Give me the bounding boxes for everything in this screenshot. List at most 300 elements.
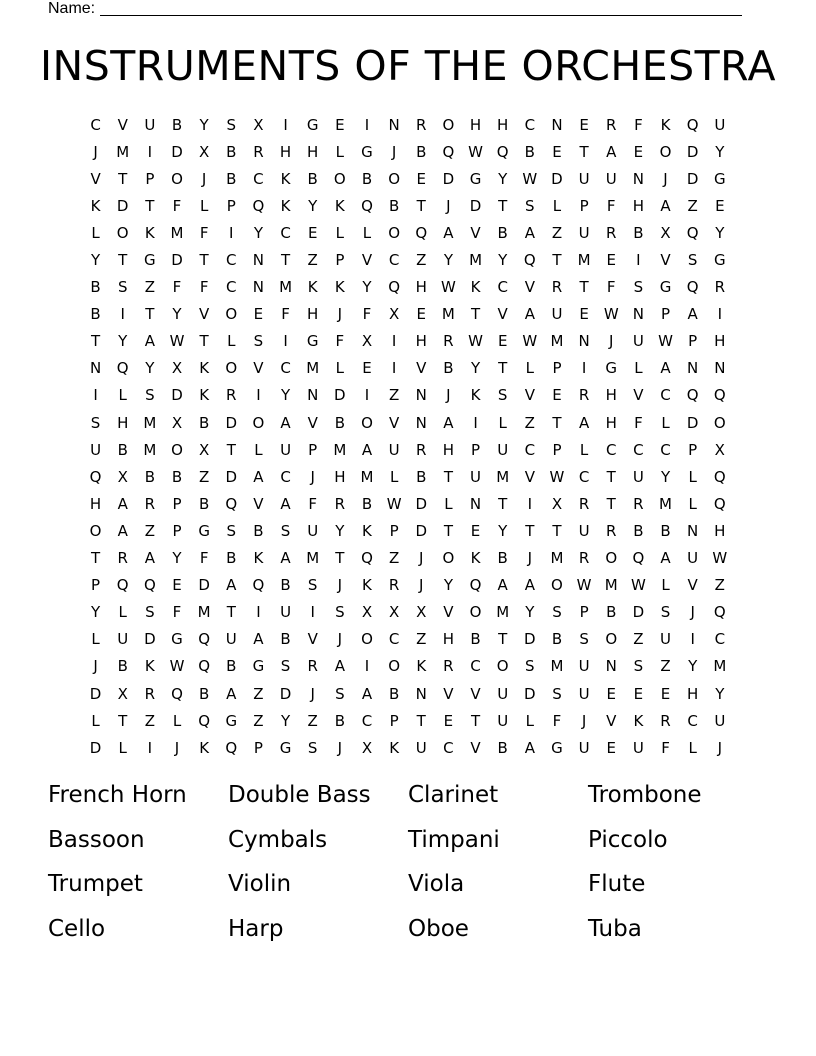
- grid-letter[interactable]: A: [497, 576, 508, 595]
- grid-letter[interactable]: K: [199, 386, 210, 405]
- grid-letter[interactable]: F: [634, 413, 643, 432]
- grid-letter[interactable]: D: [89, 684, 102, 703]
- grid-letter[interactable]: W: [169, 657, 185, 676]
- grid-letter[interactable]: G: [713, 169, 726, 188]
- grid-letter[interactable]: V: [443, 603, 454, 622]
- grid-letter[interactable]: L: [91, 223, 100, 242]
- grid-letter[interactable]: R: [117, 549, 128, 568]
- grid-letter[interactable]: M: [550, 332, 564, 351]
- grid-letter[interactable]: T: [443, 467, 453, 486]
- grid-letter[interactable]: M: [170, 223, 184, 242]
- grid-letter[interactable]: C: [470, 657, 481, 676]
- grid-letter[interactable]: U: [280, 603, 292, 622]
- grid-letter[interactable]: N: [632, 305, 644, 324]
- grid-letter[interactable]: X: [660, 223, 671, 242]
- grid-letter[interactable]: T: [579, 278, 589, 297]
- grid-letter[interactable]: S: [253, 332, 264, 351]
- grid-letter[interactable]: U: [470, 467, 482, 486]
- grid-letter[interactable]: T: [118, 169, 128, 188]
- grid-letter[interactable]: K: [470, 278, 481, 297]
- grid-letter[interactable]: Z: [660, 657, 671, 676]
- grid-letter[interactable]: V: [90, 169, 101, 188]
- grid-letter[interactable]: C: [524, 115, 536, 134]
- grid-letter[interactable]: R: [660, 711, 671, 730]
- grid-letter[interactable]: A: [226, 576, 237, 595]
- grid-letter[interactable]: Y: [172, 305, 182, 324]
- grid-letter[interactable]: A: [253, 467, 264, 486]
- grid-letter[interactable]: Y: [443, 251, 453, 270]
- grid-letter[interactable]: X: [714, 440, 725, 459]
- grid-letter[interactable]: E: [552, 386, 562, 405]
- grid-letter[interactable]: T: [498, 494, 508, 513]
- grid-letter[interactable]: C: [388, 630, 400, 649]
- grid-letter[interactable]: M: [577, 251, 591, 270]
- grid-letter[interactable]: Q: [116, 359, 129, 378]
- grid-letter[interactable]: Z: [714, 576, 725, 595]
- grid-letter[interactable]: N: [307, 386, 319, 405]
- grid-letter[interactable]: F: [199, 278, 209, 297]
- grid-letter[interactable]: H: [605, 386, 617, 405]
- grid-letter[interactable]: O: [605, 549, 618, 568]
- grid-letter[interactable]: X: [198, 440, 210, 459]
- grid-letter[interactable]: P: [661, 305, 671, 324]
- grid-letter[interactable]: G: [551, 738, 563, 757]
- grid-letter[interactable]: Q: [686, 386, 699, 405]
- grid-letter[interactable]: T: [416, 711, 426, 730]
- grid-letter[interactable]: M: [143, 440, 157, 459]
- grid-letter[interactable]: U: [578, 738, 590, 757]
- grid-letter[interactable]: C: [660, 386, 671, 405]
- grid-letter[interactable]: R: [443, 332, 454, 351]
- grid-letter[interactable]: B: [280, 576, 291, 595]
- grid-letter[interactable]: H: [307, 142, 319, 161]
- grid-letter[interactable]: F: [308, 494, 318, 513]
- grid-letter[interactable]: T: [579, 142, 589, 161]
- grid-letter[interactable]: J: [337, 738, 343, 757]
- grid-letter[interactable]: F: [172, 196, 182, 215]
- grid-letter[interactable]: Y: [280, 386, 291, 405]
- grid-letter[interactable]: L: [661, 413, 670, 432]
- grid-letter[interactable]: C: [633, 440, 644, 459]
- grid-letter[interactable]: B: [198, 413, 210, 432]
- grid-letter[interactable]: P: [579, 603, 589, 622]
- grid-letter[interactable]: N: [252, 278, 265, 297]
- grid-letter[interactable]: C: [443, 738, 454, 757]
- grid-letter[interactable]: K: [389, 738, 400, 757]
- grid-letter[interactable]: E: [579, 115, 589, 134]
- grid-letter[interactable]: H: [442, 440, 455, 459]
- grid-letter[interactable]: E: [579, 305, 589, 324]
- grid-letter[interactable]: X: [361, 738, 373, 757]
- grid-letter[interactable]: G: [469, 169, 482, 188]
- grid-letter[interactable]: Z: [388, 386, 400, 405]
- grid-letter[interactable]: E: [633, 142, 644, 161]
- grid-letter[interactable]: X: [551, 494, 563, 513]
- grid-letter[interactable]: A: [144, 549, 155, 568]
- grid-letter[interactable]: A: [524, 576, 535, 595]
- grid-letter[interactable]: D: [524, 630, 536, 649]
- grid-letter[interactable]: A: [660, 196, 671, 215]
- grid-letter[interactable]: E: [335, 115, 345, 134]
- grid-letter[interactable]: T: [226, 440, 236, 459]
- grid-letter[interactable]: F: [634, 115, 643, 134]
- grid-letter[interactable]: N: [578, 332, 590, 351]
- grid-letter[interactable]: U: [280, 440, 292, 459]
- grid-letter[interactable]: E: [443, 711, 454, 730]
- grid-letter[interactable]: W: [468, 142, 483, 161]
- grid-letter[interactable]: B: [144, 467, 155, 486]
- grid-letter[interactable]: M: [306, 359, 320, 378]
- grid-letter[interactable]: A: [334, 657, 345, 676]
- grid-letter[interactable]: J: [93, 657, 98, 676]
- grid-letter[interactable]: D: [551, 169, 563, 188]
- grid-letter[interactable]: B: [253, 521, 264, 540]
- grid-letter[interactable]: H: [415, 332, 427, 351]
- grid-letter[interactable]: B: [497, 223, 508, 242]
- grid-letter[interactable]: M: [116, 142, 130, 161]
- grid-letter[interactable]: H: [442, 630, 455, 649]
- grid-letter[interactable]: Q: [198, 630, 211, 649]
- grid-letter[interactable]: O: [89, 521, 102, 540]
- grid-letter[interactable]: H: [632, 196, 645, 215]
- grid-letter[interactable]: H: [307, 305, 319, 324]
- grid-letter[interactable]: H: [714, 332, 726, 351]
- grid-letter[interactable]: K: [362, 576, 372, 595]
- grid-letter[interactable]: B: [361, 169, 373, 188]
- grid-letter[interactable]: U: [497, 711, 509, 730]
- grid-letter[interactable]: K: [633, 711, 644, 730]
- grid-letter[interactable]: P: [389, 521, 399, 540]
- grid-letter[interactable]: Y: [280, 711, 291, 730]
- grid-letter[interactable]: H: [334, 467, 346, 486]
- grid-letter[interactable]: Q: [116, 576, 129, 595]
- grid-letter[interactable]: V: [307, 630, 318, 649]
- grid-letter[interactable]: L: [661, 576, 670, 595]
- grid-letter[interactable]: S: [280, 521, 291, 540]
- grid-letter[interactable]: W: [630, 576, 646, 595]
- grid-letter[interactable]: M: [143, 413, 157, 432]
- grid-letter[interactable]: P: [335, 251, 345, 270]
- grid-letter[interactable]: Z: [416, 251, 427, 270]
- grid-letter[interactable]: I: [93, 386, 98, 405]
- grid-letter[interactable]: B: [388, 684, 400, 703]
- grid-letter[interactable]: X: [117, 467, 128, 486]
- grid-letter[interactable]: C: [90, 115, 101, 134]
- grid-letter[interactable]: J: [310, 467, 315, 486]
- grid-letter[interactable]: K: [362, 521, 372, 540]
- grid-letter[interactable]: H: [687, 684, 699, 703]
- grid-letter[interactable]: T: [606, 494, 616, 513]
- grid-letter[interactable]: B: [524, 142, 535, 161]
- grid-letter[interactable]: Z: [416, 630, 427, 649]
- grid-letter[interactable]: J: [446, 386, 451, 405]
- grid-letter[interactable]: L: [688, 494, 697, 513]
- grid-letter[interactable]: M: [496, 467, 510, 486]
- grid-letter[interactable]: K: [199, 359, 210, 378]
- grid-letter[interactable]: A: [280, 413, 291, 432]
- grid-letter[interactable]: F: [199, 223, 209, 242]
- grid-letter[interactable]: A: [117, 494, 128, 513]
- grid-letter[interactable]: Q: [225, 738, 238, 757]
- grid-letter[interactable]: D: [225, 413, 238, 432]
- grid-letter[interactable]: D: [171, 386, 183, 405]
- grid-letter[interactable]: I: [147, 142, 153, 161]
- grid-letter[interactable]: T: [525, 521, 535, 540]
- grid-letter[interactable]: E: [606, 251, 616, 270]
- grid-letter[interactable]: T: [498, 630, 508, 649]
- grid-letter[interactable]: U: [388, 440, 400, 459]
- grid-letter[interactable]: P: [688, 332, 698, 351]
- grid-letter[interactable]: S: [280, 657, 291, 676]
- grid-letter[interactable]: E: [633, 684, 644, 703]
- grid-letter[interactable]: Z: [633, 630, 644, 649]
- grid-letter[interactable]: U: [307, 521, 319, 540]
- grid-letter[interactable]: N: [415, 386, 427, 405]
- grid-letter[interactable]: V: [443, 684, 454, 703]
- grid-letter[interactable]: Y: [145, 359, 155, 378]
- grid-letter[interactable]: E: [606, 738, 616, 757]
- grid-letter[interactable]: U: [497, 684, 509, 703]
- grid-letter[interactable]: G: [171, 630, 183, 649]
- grid-letter[interactable]: O: [388, 657, 401, 676]
- grid-letter[interactable]: G: [306, 115, 319, 134]
- grid-letter[interactable]: B: [633, 521, 644, 540]
- grid-letter[interactable]: Y: [688, 657, 698, 676]
- grid-letter[interactable]: P: [552, 440, 562, 459]
- grid-letter[interactable]: T: [118, 711, 128, 730]
- grid-letter[interactable]: L: [498, 413, 507, 432]
- grid-letter[interactable]: P: [172, 521, 182, 540]
- grid-letter[interactable]: J: [201, 169, 207, 188]
- grid-letter[interactable]: L: [335, 359, 345, 378]
- grid-letter[interactable]: H: [469, 115, 482, 134]
- grid-letter[interactable]: H: [714, 521, 726, 540]
- grid-letter[interactable]: C: [578, 467, 590, 486]
- grid-letter[interactable]: S: [307, 738, 318, 757]
- grid-letter[interactable]: I: [283, 332, 288, 351]
- grid-letter[interactable]: O: [551, 576, 563, 595]
- grid-letter[interactable]: X: [361, 603, 373, 622]
- grid-letter[interactable]: Z: [551, 223, 563, 242]
- grid-letter[interactable]: S: [226, 521, 237, 540]
- grid-letter[interactable]: G: [279, 738, 292, 757]
- grid-letter[interactable]: Q: [713, 494, 726, 513]
- name-field[interactable]: [48, 0, 742, 18]
- grid-letter[interactable]: S: [145, 603, 155, 622]
- grid-letter[interactable]: J: [337, 576, 343, 595]
- grid-letter[interactable]: B: [171, 115, 183, 134]
- grid-letter[interactable]: B: [226, 549, 237, 568]
- grid-letter[interactable]: P: [226, 196, 236, 215]
- grid-letter[interactable]: S: [579, 630, 589, 649]
- grid-letter[interactable]: B: [307, 169, 318, 188]
- grid-letter[interactable]: K: [307, 278, 318, 297]
- grid-letter[interactable]: C: [606, 440, 617, 459]
- grid-letter[interactable]: N: [252, 251, 265, 270]
- grid-letter[interactable]: I: [717, 305, 723, 324]
- grid-letter[interactable]: U: [578, 684, 590, 703]
- grid-letter[interactable]: Q: [89, 467, 102, 486]
- grid-letter[interactable]: T: [470, 711, 481, 730]
- grid-letter[interactable]: D: [686, 413, 699, 432]
- grid-letter[interactable]: B: [660, 521, 671, 540]
- grid-letter[interactable]: P: [579, 196, 589, 215]
- grid-letter[interactable]: W: [712, 549, 728, 568]
- grid-letter[interactable]: A: [253, 630, 264, 649]
- grid-letter[interactable]: M: [496, 603, 510, 622]
- grid-letter[interactable]: O: [252, 413, 265, 432]
- grid-letter[interactable]: Q: [632, 549, 645, 568]
- grid-letter[interactable]: R: [578, 386, 590, 405]
- grid-letter[interactable]: S: [660, 603, 671, 622]
- grid-letter[interactable]: V: [497, 305, 508, 324]
- grid-letter[interactable]: S: [525, 196, 535, 215]
- grid-letter[interactable]: B: [198, 684, 210, 703]
- grid-letter[interactable]: L: [254, 440, 263, 459]
- grid-letter[interactable]: J: [93, 142, 98, 161]
- grid-letter[interactable]: Z: [524, 413, 535, 432]
- grid-letter[interactable]: F: [199, 549, 209, 568]
- grid-letter[interactable]: B: [443, 359, 454, 378]
- grid-letter[interactable]: C: [660, 440, 671, 459]
- grid-letter[interactable]: F: [606, 196, 616, 215]
- grid-letter[interactable]: Z: [687, 196, 698, 215]
- grid-letter[interactable]: B: [226, 169, 237, 188]
- grid-letter[interactable]: Y: [715, 142, 725, 161]
- grid-letter[interactable]: D: [89, 738, 102, 757]
- grid-letter[interactable]: J: [717, 738, 723, 757]
- grid-letter[interactable]: L: [118, 738, 127, 757]
- grid-letter[interactable]: F: [172, 603, 182, 622]
- grid-letter[interactable]: C: [280, 467, 291, 486]
- grid-letter[interactable]: O: [225, 305, 238, 324]
- grid-letter[interactable]: Q: [361, 549, 373, 568]
- grid-letter[interactable]: S: [552, 684, 562, 703]
- grid-letter[interactable]: N: [632, 169, 644, 188]
- grid-letter[interactable]: T: [552, 521, 562, 540]
- grid-letter[interactable]: A: [606, 142, 617, 161]
- grid-letter[interactable]: T: [335, 549, 345, 568]
- grid-letter[interactable]: O: [225, 359, 238, 378]
- grid-letter[interactable]: E: [715, 196, 725, 215]
- grid-letter[interactable]: Z: [388, 549, 400, 568]
- grid-letter[interactable]: S: [497, 386, 508, 405]
- grid-letter[interactable]: B: [551, 630, 563, 649]
- grid-letter[interactable]: A: [117, 521, 128, 540]
- grid-letter[interactable]: A: [524, 738, 535, 757]
- grid-letter[interactable]: G: [252, 657, 265, 676]
- grid-letter[interactable]: O: [361, 413, 373, 432]
- grid-letter[interactable]: A: [443, 223, 454, 242]
- grid-letter[interactable]: L: [172, 711, 182, 730]
- grid-letter[interactable]: E: [552, 142, 562, 161]
- grid-letter[interactable]: T: [552, 413, 562, 432]
- grid-letter[interactable]: V: [253, 359, 264, 378]
- grid-letter[interactable]: G: [198, 521, 210, 540]
- grid-letter[interactable]: I: [283, 115, 288, 134]
- grid-letter[interactable]: Q: [252, 576, 265, 595]
- grid-letter[interactable]: Q: [469, 576, 482, 595]
- grid-letter[interactable]: N: [415, 413, 427, 432]
- grid-letter[interactable]: I: [391, 359, 397, 378]
- grid-letter[interactable]: J: [337, 630, 343, 649]
- grid-letter[interactable]: B: [198, 494, 210, 513]
- grid-letter[interactable]: U: [632, 332, 644, 351]
- grid-letter[interactable]: Y: [498, 169, 508, 188]
- grid-letter[interactable]: A: [226, 684, 237, 703]
- grid-letter[interactable]: L: [362, 223, 372, 242]
- grid-letter[interactable]: W: [440, 278, 456, 297]
- grid-letter[interactable]: Y: [90, 251, 101, 270]
- grid-letter[interactable]: M: [441, 305, 455, 324]
- grid-letter[interactable]: D: [225, 467, 238, 486]
- grid-letter[interactable]: S: [633, 278, 644, 297]
- grid-letter[interactable]: P: [688, 440, 698, 459]
- grid-letter[interactable]: D: [524, 684, 536, 703]
- grid-letter[interactable]: I: [256, 386, 261, 405]
- grid-letter[interactable]: M: [469, 251, 483, 270]
- grid-letter[interactable]: Q: [415, 223, 428, 242]
- grid-letter[interactable]: T: [552, 251, 562, 270]
- grid-letter[interactable]: G: [659, 278, 672, 297]
- grid-letter[interactable]: W: [386, 494, 402, 513]
- grid-letter[interactable]: W: [603, 305, 619, 324]
- grid-letter[interactable]: C: [497, 278, 508, 297]
- grid-letter[interactable]: B: [416, 142, 427, 161]
- grid-letter[interactable]: B: [334, 711, 345, 730]
- grid-letter[interactable]: C: [361, 711, 373, 730]
- grid-letter[interactable]: K: [470, 549, 481, 568]
- grid-letter[interactable]: I: [364, 115, 370, 134]
- grid-letter[interactable]: A: [660, 549, 671, 568]
- grid-letter[interactable]: I: [364, 386, 370, 405]
- grid-letter[interactable]: E: [172, 576, 182, 595]
- grid-letter[interactable]: G: [144, 251, 156, 270]
- grid-letter[interactable]: Y: [525, 603, 535, 622]
- grid-letter[interactable]: D: [686, 142, 699, 161]
- grid-letter[interactable]: Q: [496, 142, 509, 161]
- grid-letter[interactable]: K: [144, 657, 155, 676]
- grid-letter[interactable]: V: [470, 223, 481, 242]
- grid-letter[interactable]: O: [171, 440, 183, 459]
- grid-letter[interactable]: S: [307, 576, 318, 595]
- grid-letter[interactable]: H: [89, 494, 102, 513]
- grid-letter[interactable]: O: [116, 223, 129, 242]
- grid-letter[interactable]: N: [687, 521, 699, 540]
- grid-letter[interactable]: D: [279, 684, 292, 703]
- grid-letter[interactable]: B: [117, 657, 128, 676]
- grid-letter[interactable]: V: [361, 251, 373, 270]
- grid-letter[interactable]: B: [497, 549, 508, 568]
- grid-letter[interactable]: K: [660, 115, 671, 134]
- grid-letter[interactable]: O: [388, 169, 401, 188]
- grid-letter[interactable]: L: [688, 467, 697, 486]
- grid-letter[interactable]: B: [416, 467, 427, 486]
- grid-letter[interactable]: U: [90, 440, 102, 459]
- grid-letter[interactable]: R: [606, 521, 617, 540]
- grid-letter[interactable]: J: [337, 305, 343, 324]
- grid-letter[interactable]: J: [581, 711, 587, 730]
- grid-letter[interactable]: D: [116, 196, 129, 215]
- grid-letter[interactable]: L: [118, 386, 127, 405]
- grid-letter[interactable]: N: [388, 115, 400, 134]
- grid-letter[interactable]: I: [120, 305, 125, 324]
- grid-letter[interactable]: K: [334, 196, 345, 215]
- grid-letter[interactable]: Y: [660, 467, 671, 486]
- grid-letter[interactable]: E: [307, 223, 318, 242]
- grid-letter[interactable]: R: [606, 115, 617, 134]
- grid-letter[interactable]: J: [609, 332, 614, 351]
